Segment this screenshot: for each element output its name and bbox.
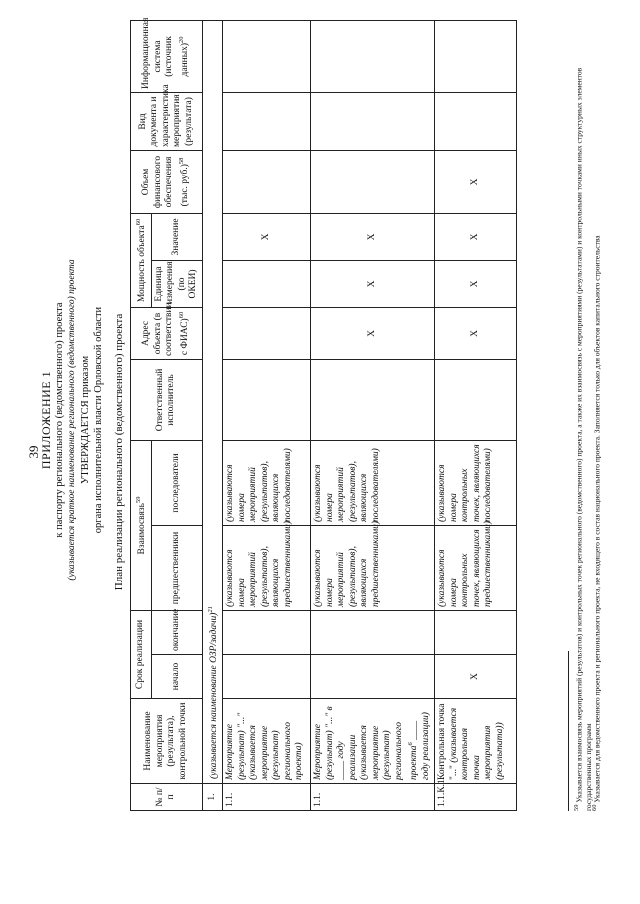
header-line-3: УТВЕРЖДАЕТСЯ приказом (80, 355, 91, 485)
row-start (311, 655, 435, 699)
row-name: Мероприятие (результат) "..." в ____ году реализации (указывается мероприятие (результат) регионального проекта$^6$ ____ году реализации) (311, 699, 435, 784)
footnote-separator (568, 651, 569, 811)
row-start (223, 655, 311, 699)
row-responsible (311, 359, 435, 440)
row-successors: (указываются номера мероприятий (результатов), являющихся последователями) (311, 440, 435, 525)
row-financing: X (435, 150, 517, 213)
row-start: X (435, 655, 517, 699)
row-responsible (223, 359, 311, 440)
footnote-60: $^{60}$ Указывается для ведомственного проекта и регионального проекта, не входящего в состав национального проекта. Заполняется только для объектов капитального строительства (591, 235, 602, 811)
col-header-unit: Единица измерения (по ОКЕИ) (151, 260, 202, 307)
table-header-row (131, 20, 152, 810)
row-end (223, 610, 311, 654)
row-responsible (435, 359, 517, 440)
row-financing (311, 150, 435, 213)
row-end (311, 610, 435, 654)
col-header-predecessors: предшественники (151, 525, 202, 610)
row-info-system (223, 20, 311, 92)
row-unit (223, 260, 311, 307)
row-successors: (указываются номера мероприятий (результатов), являющихся последователями) (223, 440, 311, 525)
row-document (311, 92, 435, 150)
table-row (223, 20, 311, 810)
row-address (223, 307, 311, 359)
row-predecessors: (указываются номера мероприятий (результатов), являющихся предшественниками) (223, 525, 311, 610)
approval-header (40, 220, 105, 620)
appendix-label: ПРИЛОЖЕНИЕ 1 (39, 370, 53, 470)
row-end (435, 610, 517, 654)
row-value: X (311, 213, 435, 260)
col-header-end: окончание (151, 610, 202, 654)
footnote-59: $^{59}$ Указывается взаимосвязь мероприятий (результатов) и контрольных точек регионального (ведомственного) проекта, а также их взаимосвязь с мероприятиями (результатами) и контрольными точками иных структурных элементов государственных программ (573, 67, 593, 811)
row-info-system (435, 20, 517, 92)
row-predecessors: (указываются номера мероприятий (результатов), являющихся предшественниками) (311, 525, 435, 610)
row-document (223, 92, 311, 150)
row-name: Контрольная точка "..." (указывается контрольная точка мероприятия (результата)) (435, 699, 517, 784)
col-header-name: Наименование мероприятия (результата), контрольной точки (131, 699, 203, 784)
section-num: 1. (202, 784, 223, 811)
row-num: 1.1. (223, 784, 311, 811)
row-num: 1.1.К.1. (435, 784, 517, 811)
col-header-responsible: Ответственный исполнитель (131, 359, 203, 440)
table-row (311, 20, 435, 810)
row-financing (223, 150, 311, 213)
row-name: Мероприятие (результат) "..." (указывается мероприятие (результат) регионального проекта) (223, 699, 311, 784)
col-header-address: Адрес объекта (в соответствии с ФИАС)$^{60}$ (131, 307, 203, 359)
page-number: 39 (26, 445, 41, 459)
col-header-start: начало (151, 655, 202, 699)
row-predecessors: (указываются номера контрольных точек, являющихся предшественниками) (435, 525, 517, 610)
row-successors: (указываются номера контрольных точек, являющихся последователями) (435, 440, 517, 525)
col-header-document: Вид документа и характеристика мероприятия (результата) (131, 92, 203, 150)
plan-table (130, 17, 517, 811)
header-line-1: к паспорту регионального (ведомственного) проекта (54, 302, 65, 538)
col-header-power: Мощность объекта$^{60}$ (131, 213, 152, 307)
section-title: (указывается наименование ОЗР/задачи)$^{21}$ (202, 20, 223, 783)
col-header-term: Срок реализации (131, 610, 152, 698)
section-row (202, 20, 223, 810)
row-unit: X (435, 260, 517, 307)
col-header-financing: Объем финансового обеспечения (тыс. руб.)$^{58}$ (131, 150, 203, 213)
col-header-info-system: Информационная система (источник данных)$^{20}$ (131, 20, 203, 92)
col-header-num: № п/п (131, 784, 203, 811)
col-header-relation: Взаимосвязь$^{59}$ (131, 440, 152, 610)
table-row (435, 20, 517, 810)
row-unit: X (311, 260, 435, 307)
header-line-2: (указывается краткое наименование регионального (ведомственного) проекта (67, 259, 77, 581)
row-address: X (311, 307, 435, 359)
col-header-successors: последователи (151, 440, 202, 525)
col-header-value: Значение (151, 213, 202, 260)
row-value: X (223, 213, 311, 260)
row-info-system (311, 20, 435, 92)
row-value: X (435, 213, 517, 260)
row-document (435, 92, 517, 150)
header-line-4: органа исполнительной власти Орловской области (93, 306, 104, 534)
row-address: X (435, 307, 517, 359)
plan-title: План реализации регионального (ведомственного) проекта (113, 313, 125, 591)
row-num: 1.1. (311, 784, 435, 811)
